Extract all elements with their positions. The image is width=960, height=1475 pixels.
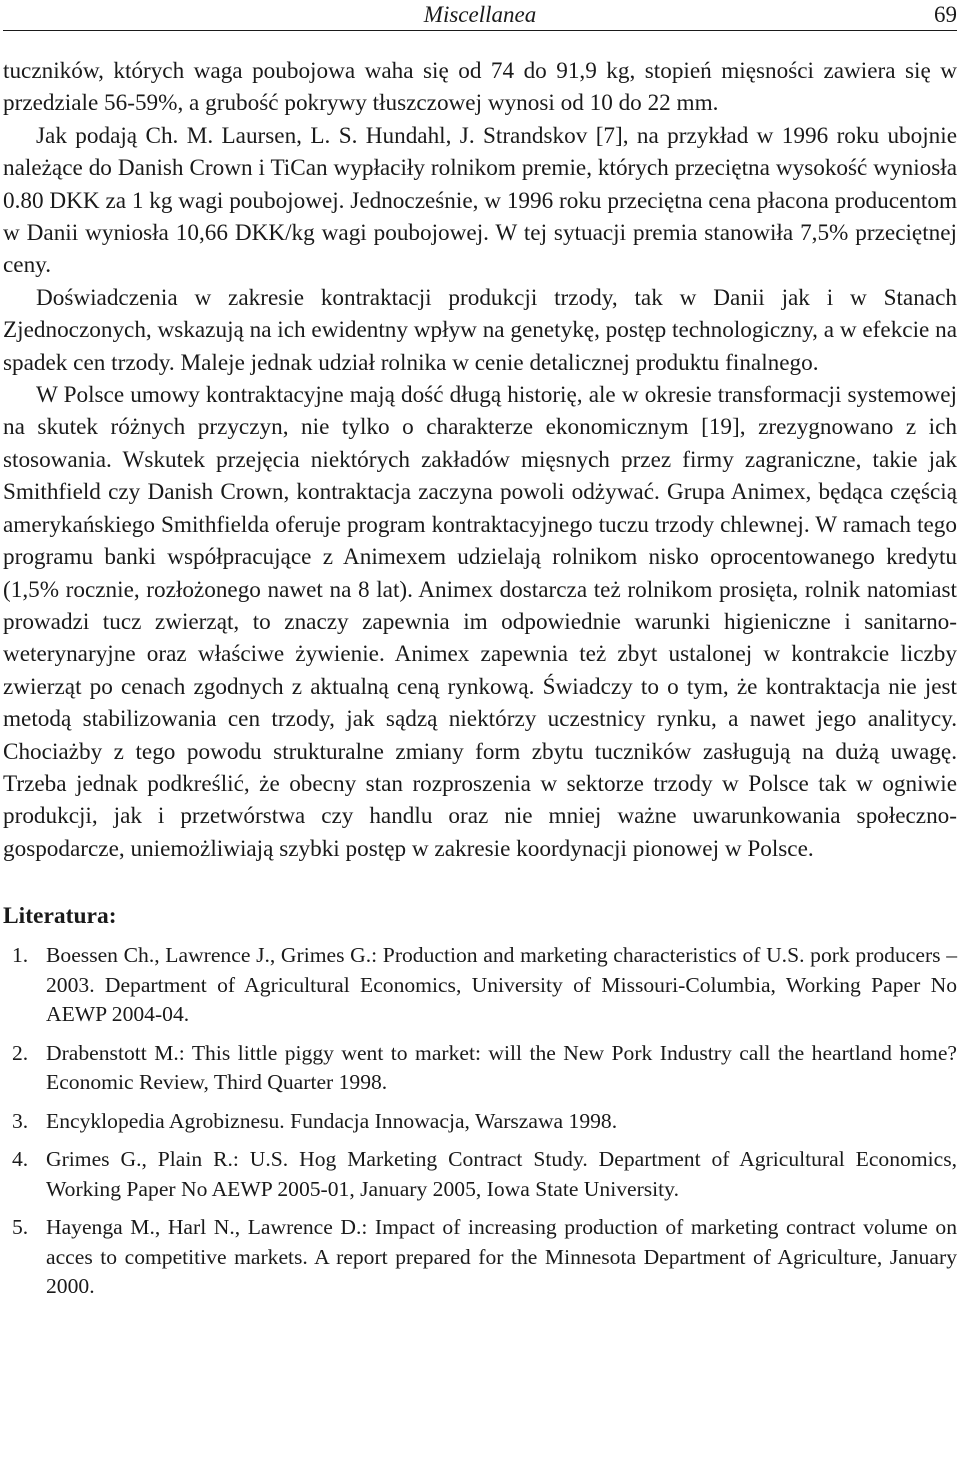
page-number: 69 <box>934 2 957 27</box>
reference-text: Boessen Ch., Lawrence J., Grimes G.: Production and marketing characteristics of U.S. pork producers – 2003. Department of Agricultural Economics, University of Missouri-Columbia, Working Paper No AEWP 2004-04. <box>46 943 957 1027</box>
reference-text: Grimes G., Plain R.: U.S. Hog Marketing Contract Study. Department of Agricultural Economics, Working Paper No AEWP 2005-01, January 2005, Iowa State University. <box>46 1147 957 1201</box>
paragraph: Jak podają Ch. M. Laursen, L. S. Hundahl, J. Strandskov [7], na przykład w 1996 roku ubojnie należące do Danish Crown i TiCan wypłaciły rolnikom premie, których przeciętna wysokość wyniosła 0.80 DKK za 1 kg wagi poubojowej. Jednocześnie, w 1996 roku przeciętna cena płacona producentom w Danii wyniosła 10,66 DKK/kg wagi poubojowej. W tej sytuacji premia stanowiła 7,5% przeciętnej ceny. <box>3 122 957 279</box>
reference-number: 2. <box>12 1040 29 1065</box>
reference-item <box>3 1145 957 1204</box>
reference-item <box>3 941 957 1030</box>
reference-number: 4. <box>12 1147 29 1172</box>
reference-number: 3. <box>12 1108 29 1133</box>
reference-number: 5. <box>12 1215 29 1240</box>
paragraph: Doświadczenia w zakresie kontraktacji produkcji trzody, tak w Danii jak i w Stanach Zjednoczonych, wskazują na ich ewidentny wpływ na genetykę, postęp technologiczny, a w efekcie na spadek cen trzody. Maleje jednak udział rolnika w cenie detalicznej produktu finalnego. <box>3 284 957 376</box>
reference-number: 1. <box>12 943 29 968</box>
references-heading: Literatura: <box>3 903 117 930</box>
reference-item <box>3 1107 957 1137</box>
reference-text: Encyklopedia Agrobiznesu. Fundacja Innowacja, Warszawa 1998. <box>46 1108 618 1133</box>
reference-text: Drabenstott M.: This little piggy went to market: will the New Pork Industry call the heartland home? Economic Review, Third Quarter 1998. <box>46 1040 957 1095</box>
reference-item <box>3 1039 957 1098</box>
section-title: Miscellanea <box>423 2 537 27</box>
reference-item <box>3 1213 957 1302</box>
reference-text: Hayenga M., Harl N., Lawrence D.: Impact of increasing production of marketing contract volume on acces to competitive markets. A report prepared for the Minnesota Department of Agriculture, January 2000. <box>46 1215 957 1299</box>
paragraph: tuczników, których waga poubojowa waha się od 74 do 91,9 kg, stopień mięsności zawiera się w przedziale 56-59%, a grubość pokrywy tłuszczowej wynosi od 10 do 22 mm. <box>3 58 957 117</box>
body-text <box>3 55 957 865</box>
document-page <box>3 0 957 1311</box>
paragraph: W Polsce umowy kontraktacyjne mają dość długą historię, ale w okresie transformacji systemowej na skutek różnych przyczyn, nie tylko o charakterze ekonomicznym [19], zrezygnowano z ich stosowania. Wskutek przejęcia niektórych zakładów mięsnych przez firmy zagraniczne, takie jak Smithfield czy Danish Crown, kontraktacja zaczyna powoli odżywać. Grupa Animex, będąca częścią amerykańskiego Smithfielda oferuje program kontraktacyjnego tuczu trzody chlewnej. W ramach tego programu banki współpracujące z Animexem udzielają rolnikom nisko oprocentowanego kredytu (1,5% rocznie, rozłożonego nawet na 8 lat). Animex dostarcza też rolnikom prosięta, rolnik natomiast prowadzi tucz zwierząt, to znaczy zapewnia im odpowiednie warunki higieniczne i sanitarno-weterynaryjne oraz właściwe żywienie. Animex zapewnia też zbyt ustalonej w kontrakcie liczby zwierząt po cenach zgodnych z aktualną ceną rynkową. Świadczy to o tym, że kontraktacja nie jest metodą stabilizowania cen trzody, jak sądzą niektórzy uczestnicy rynku, a nawet jego analitycy. Chociażby z tego powodu strukturalne zmiany form zbytu tuczników zasługują na dużą uwagę. Trzeba jednak podkreślić, że obecny stan rozproszenia w sektorze trzody w Polsce tak w ogniwie produkcji, jak i przetwórstwa czy handlu oraz nie mniej ważne uwarunkowania społeczno-gospodarcze, uniemożliwiają szybki postęp w zakresie koordynacji pionowej w Polsce. <box>3 382 957 862</box>
references-list <box>3 941 957 1302</box>
running-header <box>3 0 957 31</box>
